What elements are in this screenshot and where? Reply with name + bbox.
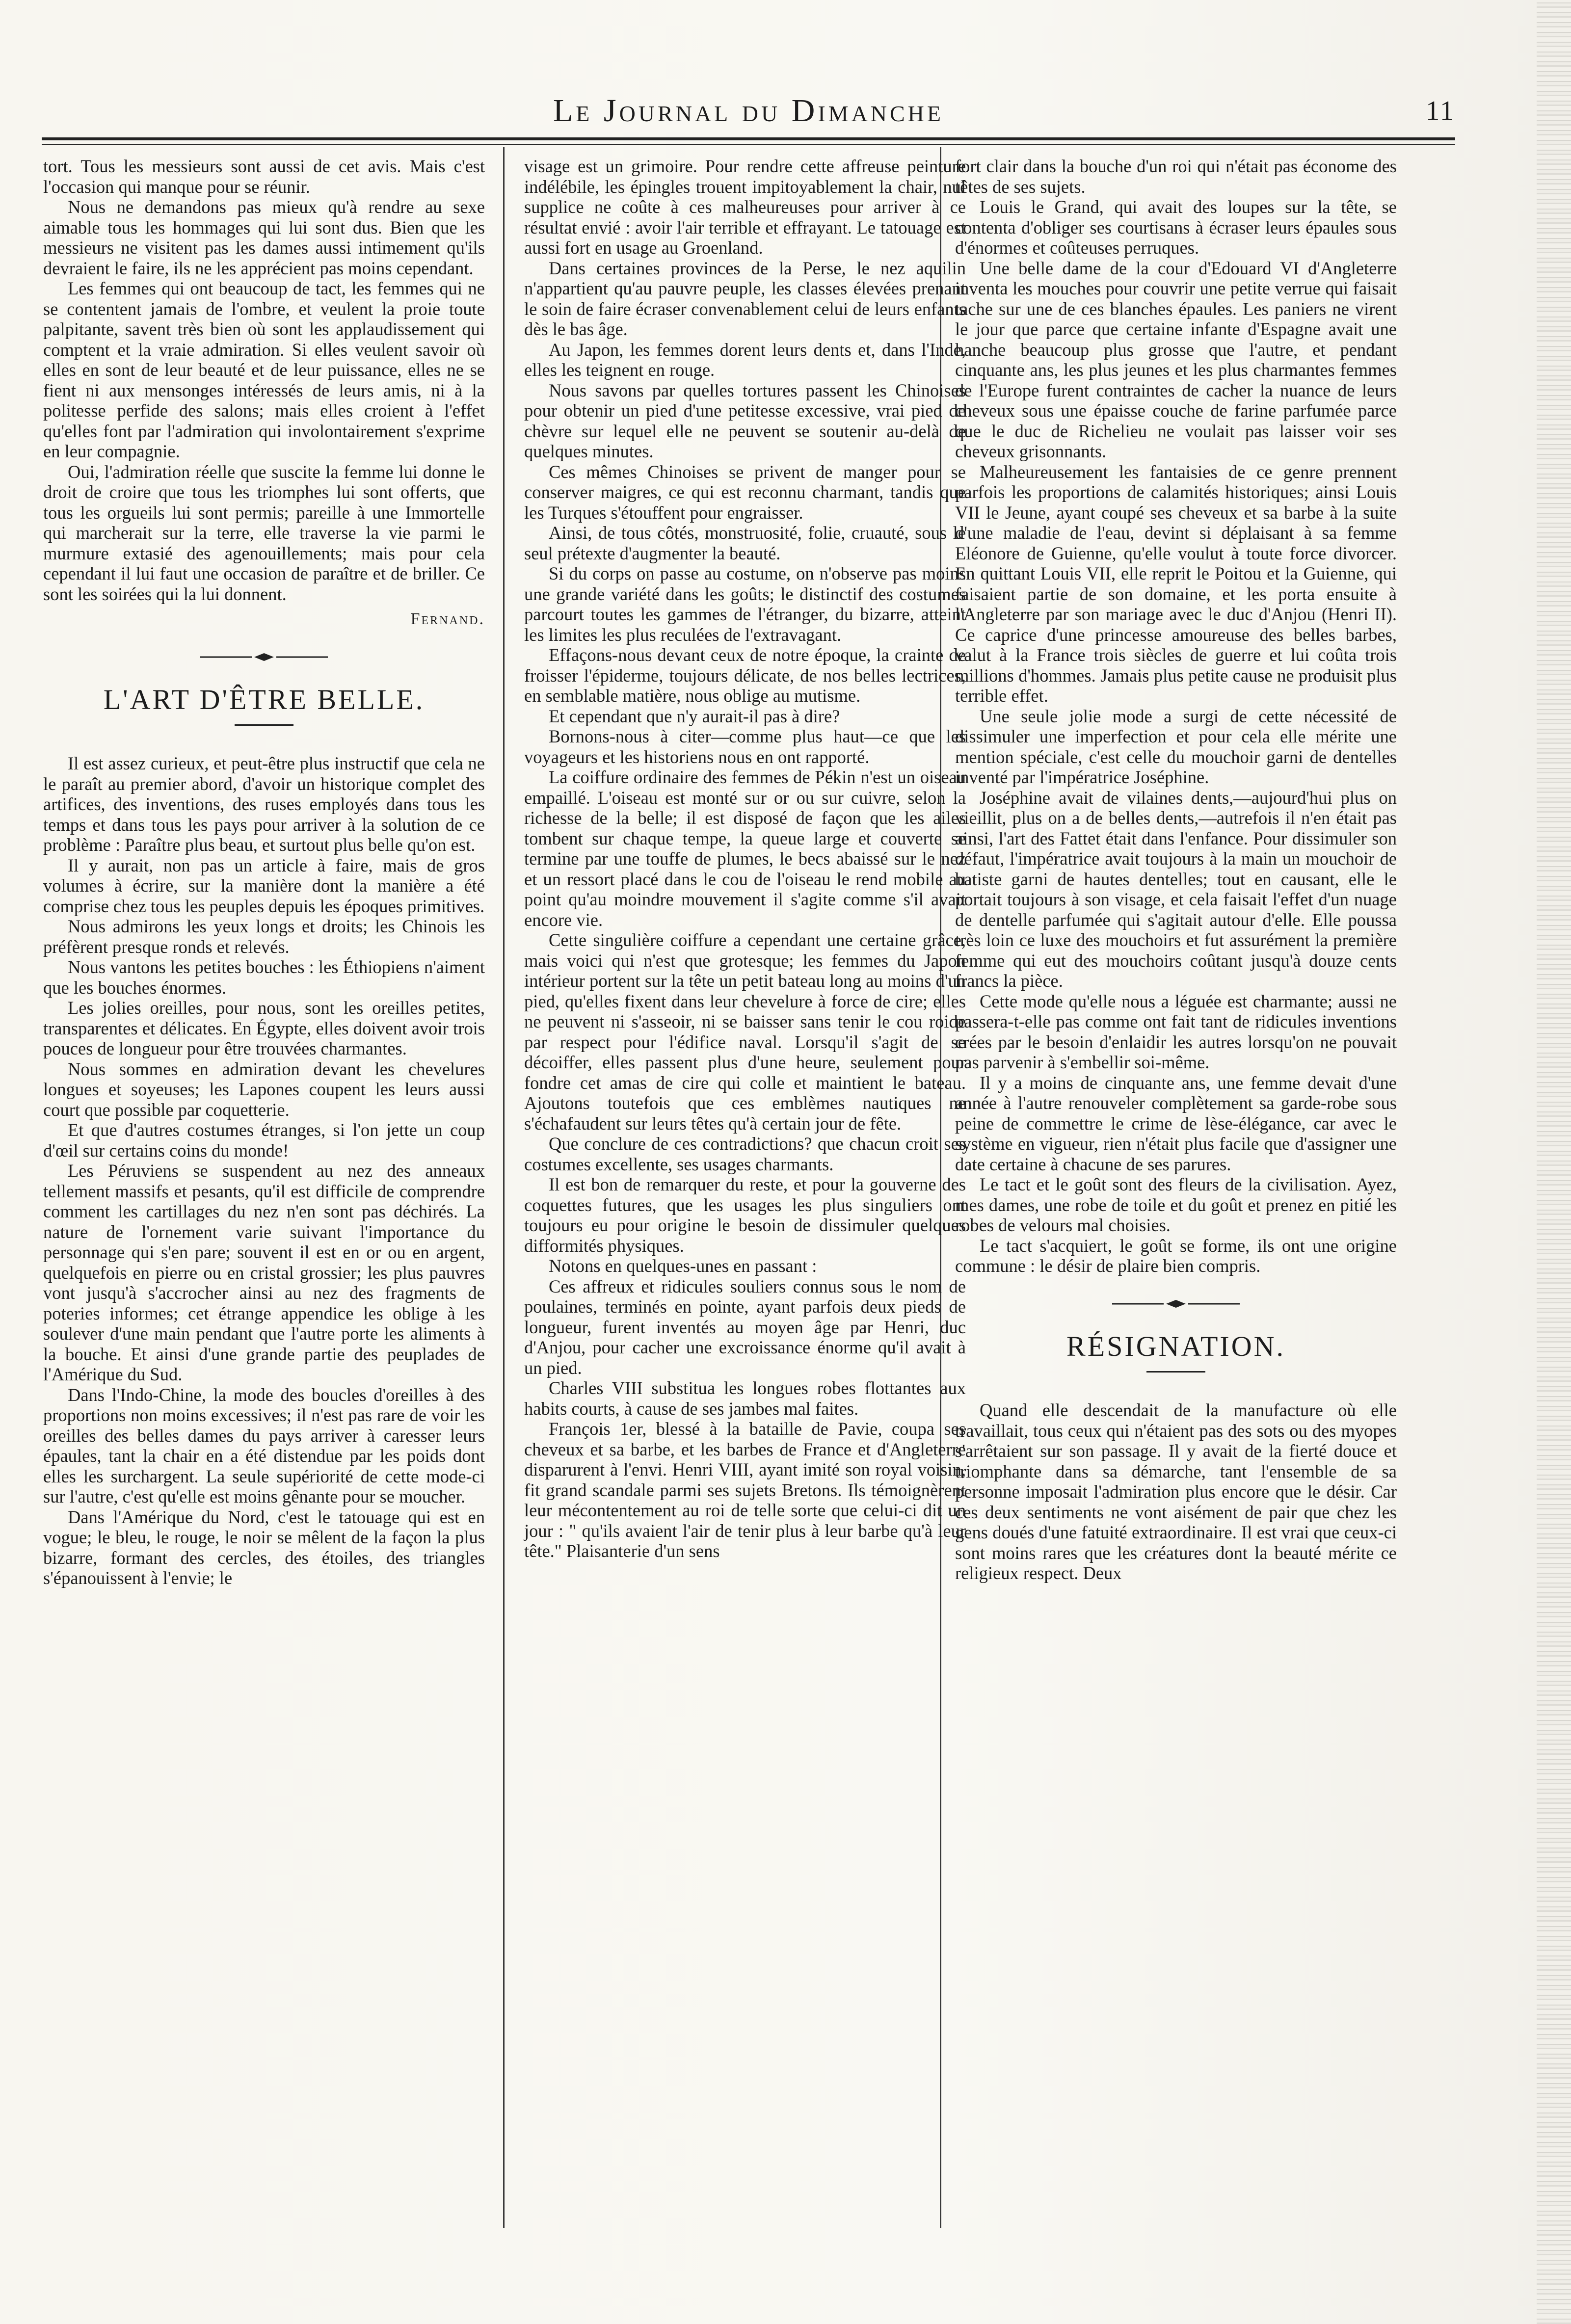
paragraph: Il est bon de remarquer du reste, et pour la gouverne des coquettes futures, que les usages les plus singuliers ont toujours eu pour origine le besoin de dissimuler quelques difformités physiques. [524,1174,966,1256]
paragraph: fort clair dans la bouche d'un roi qui n'était pas économe des têtes de ses sujets. [955,156,1397,197]
column-3 [955,156,1397,1584]
header-rule-thick [42,137,1455,140]
paragraph: Une belle dame de la cour d'Edouard VI d'Angleterre inventa les mouches pour couvrir une petite verrue qui faisait tache sur une de ces blanches épaules. Les paniers ne virent le jour que parce que certaine infante d'Espagne avait une hanche beaucoup plus grosse que l'autre, et pendant cinquante ans, les plus jeunes et les plus charmantes femmes de l'Europe furent contraintes de cacher la nuance de leurs cheveux sous une épaisse couche de farine parfumée parce que le duc de Richelieu ne voulait pas laisser voir ses cheveux grisonnants. [955,258,1397,461]
scanned-page-edge [1537,0,1571,2324]
page-number: 11 [1426,96,1455,126]
paragraph: Si du corps on passe au costume, on n'observe pas moins une grande variété dans les goûts; le distinctif des costumes parcourt toutes les gammes de l'étranger, du bizarre, atteint les limites les plus reculées de l'extravagant. [524,563,966,645]
paragraph: Une seule jolie mode a surgi de cette nécessité de dissimuler une imperfection et pour cela elle mérite une mention spéciale, c'est celle du mouchoir garni de dentelles inventé par l'impératrice Joséphine. [955,706,1397,787]
paragraph: Dans l'Amérique du Nord, c'est le tatouage qui est en vogue; le bleu, le rouge, le noir se mêlent de la façon la plus bizarre, formant des cercles, des étoiles, des triangles s'épanouissent à l'envie; le [43,1506,485,1588]
author-signature: Fernand. [410,610,485,628]
paragraph: Ainsi, de tous côtés, monstruosité, folie, cruauté, sous le seul prétexte d'augmenter la beauté. [524,523,966,563]
paragraph: Cette mode qu'elle nous a léguée est charmante; aussi ne passera-t-elle pas comme ont fait tant de ridicules inventions crées par le besoin d'enlaidir les autres lorsqu'on ne pouvait pas parvenir à s'embellir soi-même. [955,991,1397,1072]
paragraph: Nous savons par quelles tortures passent les Chinoises pour obtenir un pied d'une petitesse excessive, vrai pied de chèvre sur lequel elle ne peuvent se soutenir au-delà de quelques minutes. [524,380,966,461]
paragraph: Cette singulière coiffure a cependant une certaine grâce, mais voici qui n'est que grotesque; les femmes du Japon intérieur portent sur la tête un petit bateau long au moins d'un pied, qu'elles fixent dans leur chevelure à force de cire; elles ne peuvent ni s'asseoir, ni se baisser sans tenir le cou roide par respect pour l'édifice naval. Lorsqu'il s'agit de se décoiffer, elles passent plus d'une heure, seulement pour fondre cet amas de cire qui colle et maintient le bateau. Ajoutons toutefois que ces emblèmes nautiques ne s'échafaudent sur leurs têtes qu'à certain jour de fête. [524,930,966,1134]
paragraph: Les femmes qui ont beaucoup de tact, les femmes qui ne se contentent jamais de l'ombre, et veulent la proie toute palpitante, savent très bien où sont les applaudissement qui comptent et la vraie admiration. Si elles veulent savoir où elles en sont de leur beauté et de leur puissance, elles ne se fient ni aux mensonges intéressés de leurs amis, ni à la politesse perfide des salons; mais elles croient à l'effet qu'elles font par l'admiration qui involontairement s'exprime en leur compagnie. [43,278,485,461]
paragraph: Nous sommes en admiration devant les chevelures longues et soyeuses; les Lapones coupent les leurs aussi court que possible par coquetterie. [43,1058,485,1120]
section-title: RÉSIGNATION. [1066,1330,1285,1362]
paragraph: Et cependant que n'y aurait-il pas à dire? [549,706,840,726]
page-header [42,83,1455,137]
paragraph: Que conclure de ces contradictions? que chacun croit ses costumes excellente, ses usages charmants. [524,1134,966,1174]
paragraph: François 1er, blessé à la bataille de Pavie, coupa ses cheveux et sa barbe, et les barbes de France et d'Angleterre disparurent à l'envi. Henri VIII, ayant imité son royal voisin, fit grand scandale parmi ses sujets Bretons. Ils témoignèrent leur mécontentement au roi de telle sorte que celui-ci dit un jour : " qu'ils avaient l'air de tenir plus à leur barbe qu'à leur tête." Plaisanterie d'un sens [524,1419,966,1561]
paragraph: tort. Tous les messieurs sont aussi de cet avis. Mais c'est l'occasion qui manque pour se réunir. [43,156,485,197]
column-2 [524,156,966,1561]
paragraph: Dans certaines provinces de la Perse, le nez aquilin n'appartient qu'au pauvre peuple, les classes élevées prenant le soin de faire écraser convenablement celui de leurs enfants dès le bas âge. [524,258,966,339]
paragraph: Le tact s'acquiert, le goût se forme, ils ont une origine commune : le désir de plaire bien compris. [955,1235,1397,1276]
section-title: L'ART D'ÊTRE BELLE. [103,683,425,715]
paragraph: La coiffure ordinaire des femmes de Pékin n'est un oiseau empaillé. L'oiseau est monté sur or ou sur cuivre, selon la richesse de la belle; il est disposé de façon que les ailes tombent sur chaque tempe, la queue large et couverte se termine par une touffe de plumes, le becs abaissé sur le nez et un ressort placé dans le cou de l'oiseau le rend mobile au point qu'au moindre mouvement il s'agite comme s'il avait encore vie. [524,767,966,930]
paragraph: Les Péruviens se suspendent au nez des anneaux tellement massifs et pesants, qu'il est difficile de comprendre comment les cartillages du nez n'en sont pas déchirés. La nature de l'ornement varie suivant l'importance du personnage qui s'en pare; souvent il est en or ou en argent, quelquefois en pierre ou en cristal grossier; les plus pauvres vont jusqu'à s'accrocher ainsi au nez des fragments de poteries informes; cet étrange appendice les oblige à les soulever d'une main pendant que l'autre porte les aliments à la bouche. Et ainsi d'une grande partie des peuplades de l'Amérique du Sud. [43,1161,485,1384]
paragraph: Il y aurait, non pas un article à faire, mais de gros volumes à écrire, sur la manière dont la manière a été comprise chez tous les peuples depuis les époques primitives. [43,855,485,916]
title-underline [1146,1371,1205,1373]
masthead-title: Le Journal du Dimanche [553,93,944,129]
ornament-divider [200,652,328,662]
paragraph: Le tact et le goût sont des fleurs de la civilisation. Ayez, mes dames, une robe de toile et du goût et prenez en pitié les robes de velours mal choisies. [955,1174,1397,1235]
paragraph: Joséphine avait de vilaines dents,—aujourd'hui plus on vieillit, plus on a de belles dents,—autrefois il n'en était pas ainsi, l'art des Fattet était dans l'enfance. Pour dissimuler son défaut, l'impératrice avait toujours à la main un mouchoir de batiste garni de hautes dentelles; tout en causant, elle le portait toujours à son visage, et cela faisait l'effet d'un nuage de dentelle parfumée qui s'agitait autour d'elle. Elle poussa très loin ce luxe des mouchoirs et fut assurément la première femme qui eut des mouchoirs coûtant jusqu'à douze cents francs la pièce. [955,787,1397,991]
header-rule-thin [42,144,1455,145]
paragraph: Quand elle descendait de la manufacture où elle travaillait, tous ceux qui n'étaient pas des sots ou des myopes s'arrêtaient sur son passage. Il y avait de la fierté douce et triomphante dans sa démarche, tant l'ensemble de sa personne imposait l'admiration plus encore que le désir. Car ces deux sentiments ne vont aisément de pair que chez les gens doués d'une fatuité extraordinaire. Il est vrai que ceux-ci sont moins rares que les créatures dont la beauté mérite ce religieux respect. Deux [955,1400,1397,1583]
paragraph: Dans l'Indo-Chine, la mode des boucles d'oreilles à des proportions non moins excessives; il n'est pas rare de voir les oreilles des belles dames du pays arriver à caresser leurs épaules, tant la chair en a été distendue par les poids dont elles les surchargent. La seule supériorité de cette mode-ci sur l'autre, c'est qu'elle est moins gênante pour se moucher. [43,1384,485,1506]
ornament-divider [1112,1299,1240,1309]
paragraph: Bornons-nous à citer—comme plus haut—ce que les voyageurs et les historiens nous en ont rapporté. [524,726,966,767]
paragraph: Au Japon, les femmes dorent leurs dents et, dans l'Inde, elles les teignent en rouge. [524,339,966,380]
paragraph: Ces mêmes Chinoises se privent de manger pour se conserver maigres, ce qui est reconnu charmant, tandis que les Turques s'étouffent pour engraisser. [524,461,966,523]
paragraph: Notons en quelques-unes en passant : [549,1256,817,1276]
paragraph: Nous ne demandons pas mieux qu'à rendre au sexe aimable tous les hommages qui lui sont dus. Bien que les messieurs ne visitent pas les dames aussi intimement qu'ils devraient le faire, ils ne les apprécient pas moins cependant. [43,197,485,278]
paragraph: Nous admirons les yeux longs et droits; les Chinois les préfèrent presque ronds et relevés. [43,916,485,957]
title-underline [235,724,293,726]
column-divider [503,147,505,2228]
paragraph: Et que d'autres costumes étranges, si l'on jette un coup d'œil sur certains coins du monde! [43,1120,485,1161]
column-1 [43,156,485,1588]
paragraph: Charles VIII substitua les longues robes flottantes aux habits courts, à cause de ses jambes mal faites. [524,1378,966,1419]
paragraph: Louis le Grand, qui avait des loupes sur la tête, se contenta d'obliger ses courtisans à écraser leurs épaules sous d'énormes et coûteuses perruques. [955,197,1397,258]
paragraph: Nous vantons les petites bouches : les Éthiopiens n'aiment que les bouches énormes. [43,957,485,998]
paragraph: Il y a moins de cinquante ans, une femme devait d'une année à l'autre renouveler complètement sa garde-robe sous peine de commettre le crime de lèse-élégance, car avec le système en vigueur, rien n'était plus facile que d'assigner une date certaine à chacune de ses parures. [955,1072,1397,1174]
paragraph: Ces affreux et ridicules souliers connus sous le nom de poulaines, terminés en pointe, ayant parfois deux pieds de longueur, furent inventés au moyen âge par Henri, duc d'Anjou, pour cacher une excroissance énorme qu'il avait à un pied. [524,1276,966,1378]
paragraph: Malheureusement les fantaisies de ce genre prennent parfois les proportions de calamités historiques; ainsi Louis VII le Jeune, ayant coupé ses cheveux et sa barbe à la suite d'une maladie de l'eau, devint si déplaisant à sa femme Eléonore de Guienne, qu'elle voulut à toute force divorcer. En quittant Louis VII, elle reprit le Poitou et la Guienne, qui faisaient partie de son domaine, et les porta ensuite à l'Angleterre par son mariage avec le duc d'Anjou (Henri II). Ce caprice d'une princesse amoureuse des belles barbes, valut à la France trois siècles de guerre et lui coûta trois millions d'hommes. Jamais plus petite cause ne produisit plus terrible effet. [955,461,1397,706]
paragraph: Effaçons-nous devant ceux de notre époque, la crainte de froisser l'épiderme, toujours délicate, de nos belles lectrices, en semblable matière, nous oblige au mutisme. [524,645,966,706]
paragraph: visage est un grimoire. Pour rendre cette affreuse peinture indélébile, les épingles trouent impitoyablement la chair, nul supplice ne coûte à ces malheureuses pour arriver à ce résultat envié : avoir l'air terrible et effrayant. Le tatouage est aussi fort en usage au Groenland. [524,156,966,258]
paragraph: Il est assez curieux, et peut-être plus instructif que cela ne le paraît au premier abord, d'avoir un historique complet des artifices, des inventions, des ruses employés dans tous les temps et dans tous les pays pour arriver à la solution de ce problème : Paraître plus beau, et surtout plus belle qu'on est. [43,753,485,855]
paragraph: Les jolies oreilles, pour nous, sont les oreilles petites, transparentes et délicates. En Égypte, elles doivent avoir trois pouces de longueur pour être trouvées charmantes. [43,998,485,1058]
paragraph: Oui, l'admiration réelle que suscite la femme lui donne le droit de croire que tous les triomphes lui sont offerts, que tous les orgueils lui sont permis; pareille à une Immortelle qui marcherait sur la terre, elle traverse la vie parmi le murmure extasié des agenouillements; mais pour cela cependant il lui faut une occasion de paraître et de briller. Ce sont les soirées qui la lui donnent. [43,461,485,604]
